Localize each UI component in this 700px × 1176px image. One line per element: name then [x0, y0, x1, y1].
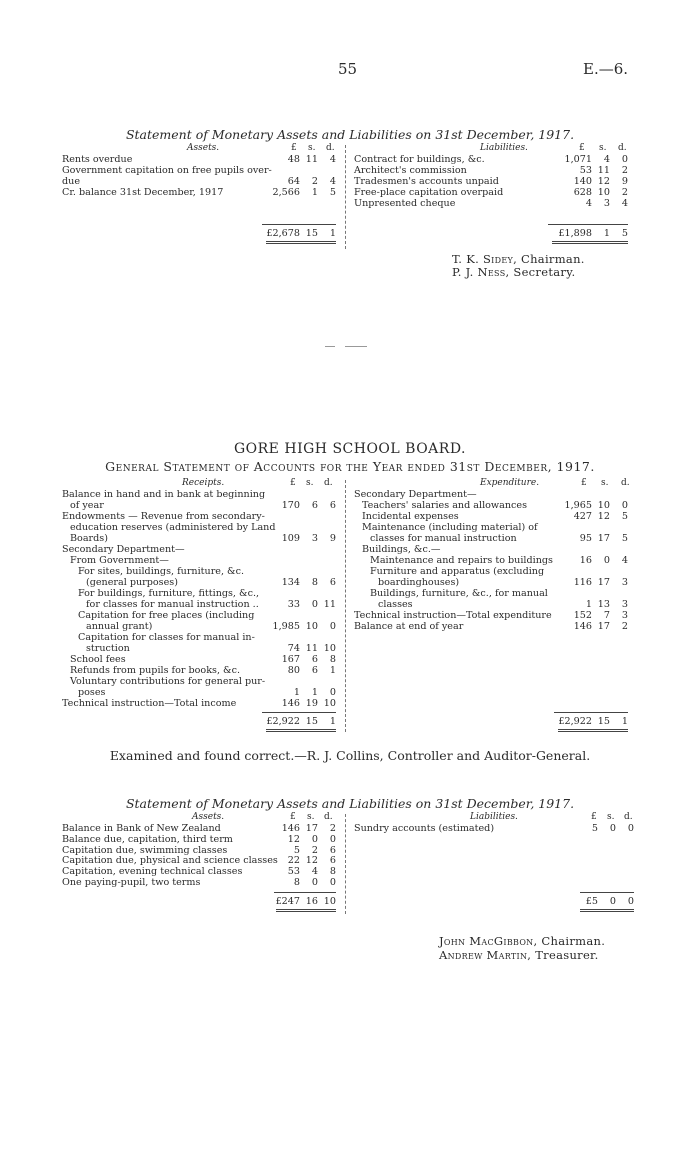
row-label: Balance due, capitation, third term [62, 833, 233, 845]
signature-chairman: John MacGibbon, Chairman. [439, 934, 606, 948]
col-pounds: £ [591, 812, 597, 822]
total-pence: 10 [323, 896, 336, 907]
amount-shillings: 0 [311, 599, 318, 610]
total-double-rule [558, 729, 628, 732]
amount-pounds: 1,965 [564, 500, 592, 511]
row-label: Buildings, &c.— [362, 544, 441, 555]
total-pounds: £247 [275, 896, 300, 907]
amount-pence: 9 [621, 176, 628, 187]
liability-row [354, 154, 628, 165]
amount-pence: 10 [323, 643, 336, 654]
receipt-row [62, 610, 336, 621]
amount-pence: 3 [621, 610, 628, 621]
row-label: For sites, buildings, furniture, &c. [78, 566, 245, 577]
asset-row [62, 187, 336, 198]
amount-shillings: 1 [311, 687, 318, 698]
amount-shillings: 4 [603, 154, 610, 165]
total-row [62, 716, 336, 727]
section1-table [62, 143, 632, 253]
amount-pence: 3 [621, 577, 628, 588]
asset-row [62, 866, 336, 877]
asset-row [62, 165, 336, 176]
amount-pence: 6 [329, 844, 336, 856]
amount-shillings: 0 [603, 555, 610, 566]
col-pounds: £ [290, 812, 296, 822]
amount-shillings: 17 [597, 621, 610, 632]
section3-title: Statement of Monetary Assets and Liabilities on 31st December, 1917. [125, 796, 575, 811]
amount-pence: 11 [323, 599, 336, 610]
row-label: Endowments — Revenue from secondary- [62, 511, 265, 522]
amount-pence: 9 [329, 533, 336, 544]
board-name: GORE HIGH SCHOOL BOARD. [233, 441, 467, 457]
amount-shillings: 12 [305, 855, 318, 867]
row-label: Boards) [70, 533, 108, 544]
amount-shillings: 13 [597, 599, 610, 610]
receipt-row [62, 544, 336, 555]
amount-shillings: 11 [305, 643, 318, 654]
amount-pounds: 64 [287, 176, 300, 187]
amount-pounds: 2,566 [272, 187, 300, 198]
column-divider [345, 814, 346, 914]
amount-pounds: 53 [287, 866, 300, 878]
amount-pounds: 140 [573, 176, 592, 187]
asset-row [62, 834, 336, 845]
expenditure-row [354, 588, 628, 599]
receipt-row [62, 577, 336, 588]
amount-pence: 6 [329, 577, 336, 588]
receipt-row [62, 588, 336, 599]
receipt-row [62, 522, 336, 533]
row-label: Tradesmen's accounts unpaid [354, 176, 499, 187]
col-pence: d. [618, 143, 627, 153]
col-pounds: £ [579, 143, 585, 153]
asset-row [62, 845, 336, 856]
amount-shillings: 17 [305, 823, 318, 834]
col-pounds: £ [290, 478, 296, 488]
amount-pounds: 22 [287, 855, 300, 867]
row-label: Maintenance (including material) of [362, 522, 538, 533]
total-pounds: £2,678 [266, 228, 300, 239]
amount-pounds: 170 [281, 500, 300, 511]
receipt-row [62, 489, 336, 500]
col-pounds: £ [581, 478, 587, 488]
total-shillings: 15 [305, 228, 318, 239]
amount-pounds: 8 [293, 877, 300, 888]
amount-pence: 8 [329, 866, 336, 878]
total-shillings: 15 [305, 716, 318, 727]
row-label: (general purposes) [86, 577, 178, 588]
total-rule [262, 224, 336, 225]
amount-shillings: 12 [597, 176, 610, 187]
assets-heading: Assets. [192, 812, 225, 822]
row-label: education reserves (administered by Land [70, 522, 276, 533]
row-label: Teachers' salaries and allowances [362, 500, 528, 511]
amount-pounds: 628 [573, 187, 592, 198]
amount-shillings: 10 [597, 500, 610, 511]
amount-pence: 4 [621, 555, 628, 566]
row-label: Architect's commission [354, 165, 467, 176]
total-pounds: £1,898 [558, 228, 592, 239]
amount-shillings: 1 [311, 187, 318, 198]
row-label: due [62, 176, 80, 187]
amount-pounds: 146 [281, 823, 300, 834]
row-label: classes [378, 599, 413, 610]
total-double-rule [266, 241, 336, 244]
amount-pence: 6 [329, 855, 336, 867]
expenditure-row [354, 555, 628, 566]
row-label: Unpresented cheque [354, 198, 456, 209]
amount-pounds: 95 [579, 533, 592, 544]
expenditure-row [354, 489, 628, 500]
total-rule [580, 892, 634, 893]
amount-pounds: 146 [281, 698, 300, 709]
row-label: Refunds from pupils for books, &c. [70, 665, 241, 676]
amount-pence: 5 [621, 511, 628, 522]
total-pounds: £2,922 [266, 716, 300, 727]
row-label: Balance in hand and in bank at beginning [62, 489, 266, 500]
amount-pounds: 74 [287, 643, 300, 654]
row-label: Secondary Department— [62, 544, 185, 555]
amount-pence: 3 [621, 599, 628, 610]
col-shillings: s. [607, 812, 615, 822]
total-pence: 1 [621, 716, 628, 727]
board-statement-title: General Statement of Accounts for the Year ended 31st December, 1917. [105, 459, 595, 474]
row-label: Furniture and apparatus (excluding [370, 566, 545, 577]
row-label: From Government— [70, 555, 169, 566]
row-label: Government capitation on free pupils over- [62, 165, 272, 176]
amount-shillings: 8 [311, 577, 318, 588]
document-reference: E.—6. [583, 60, 629, 78]
row-label: Secondary Department— [354, 489, 477, 500]
total-double-rule [552, 241, 628, 244]
audit-note: Examined and found correct.—R. J. Collins, Controller and Auditor-General. [109, 748, 591, 763]
separator [325, 346, 335, 347]
amount-shillings: 2 [311, 844, 318, 856]
amount-pounds: 1 [585, 599, 592, 610]
receipt-row [62, 643, 336, 654]
col-shillings: s. [601, 478, 609, 488]
col-shillings: s. [599, 143, 607, 153]
amount-pence: 0 [627, 823, 634, 834]
row-label: Technical instruction—Total expenditure [354, 610, 552, 621]
col-shillings: s. [306, 478, 314, 488]
receipt-row [62, 698, 336, 709]
amount-pence: 2 [621, 187, 628, 198]
expenditure-row [354, 511, 628, 522]
total-rule [262, 712, 336, 713]
expenditure-row [354, 599, 628, 610]
receipt-row [62, 500, 336, 511]
receipt-row [62, 621, 336, 632]
amount-pence: 0 [621, 154, 628, 165]
row-label: Balance in Bank of New Zealand [62, 823, 221, 834]
row-label: Voluntary contributions for general pur- [70, 676, 266, 687]
amount-pence: 4 [621, 198, 628, 209]
amount-pounds: 152 [573, 610, 592, 621]
amount-shillings: 7 [603, 610, 610, 621]
row-label: Contract for buildings, &c. [354, 154, 485, 165]
amount-shillings: 6 [311, 500, 318, 511]
row-label: Capitation for free places (including [78, 610, 255, 621]
amount-shillings: 0 [311, 877, 318, 888]
receipt-row [62, 654, 336, 665]
row-label: classes for manual instruction [370, 533, 517, 544]
liability-row [354, 176, 628, 187]
amount-pence: 8 [329, 654, 336, 665]
total-rule [548, 224, 628, 225]
total-row [62, 896, 336, 907]
total-shillings: 16 [305, 896, 318, 907]
amount-shillings: 11 [597, 165, 610, 176]
receipt-row [62, 676, 336, 687]
liabilities-heading: Liabilities. [480, 143, 528, 153]
amount-pounds: 427 [573, 511, 592, 522]
row-label: School fees [70, 654, 126, 665]
row-label: Rents overdue [62, 154, 133, 165]
amount-pence: 2 [621, 165, 628, 176]
amount-pounds: 167 [281, 654, 300, 665]
amount-pence: 10 [323, 698, 336, 709]
liability-row [354, 165, 628, 176]
amount-pounds: 116 [573, 577, 592, 588]
total-double-rule [580, 909, 634, 912]
row-label: struction [86, 643, 130, 654]
assets-heading: Assets. [187, 143, 220, 153]
amount-pounds: 16 [579, 555, 592, 566]
amount-pence: 0 [329, 621, 336, 632]
amount-shillings: 0 [311, 833, 318, 845]
total-row [62, 228, 336, 239]
receipt-row [62, 511, 336, 522]
total-row [354, 716, 628, 727]
receipts-heading: Receipts. [182, 478, 225, 488]
amount-shillings: 2 [311, 176, 318, 187]
row-label: Incidental expenses [362, 511, 459, 522]
row-label: poses [78, 687, 106, 698]
expenditure-row [354, 621, 628, 632]
row-label: Free-place capitation overpaid [354, 187, 504, 198]
total-pounds: £5 [585, 896, 598, 907]
row-label: annual grant) [86, 621, 153, 632]
expenditure-row [354, 610, 628, 621]
amount-shillings: 10 [305, 621, 318, 632]
expenditure-row [354, 522, 628, 533]
row-label: Cr. balance 31st December, 1917 [62, 187, 224, 198]
amount-pounds: 5 [591, 823, 598, 834]
amount-shillings: 0 [609, 823, 616, 834]
amount-pounds: 1 [293, 687, 300, 698]
expenditure-row [354, 566, 628, 577]
amount-shillings: 4 [311, 866, 318, 878]
receipt-row [62, 533, 336, 544]
amount-shillings: 3 [603, 198, 610, 209]
total-shillings: 1 [603, 228, 610, 239]
amount-pence: 0 [329, 833, 336, 845]
receipt-row [62, 687, 336, 698]
row-label: Capitation for classes for manual in- [78, 632, 255, 643]
col-pounds: £ [291, 143, 297, 153]
row-label: Maintenance and repairs to buildings [370, 555, 553, 566]
amount-shillings: 10 [597, 187, 610, 198]
amount-pounds: 12 [287, 833, 300, 845]
total-rule [274, 892, 336, 893]
row-label: for classes for manual instruction .. [86, 599, 259, 610]
amount-pence: 5 [329, 187, 336, 198]
expenditure-heading: Expenditure. [480, 478, 540, 488]
col-shillings: s. [307, 812, 315, 822]
amount-shillings: 11 [305, 154, 318, 165]
amount-pence: 6 [329, 500, 336, 511]
expenditure-row [354, 500, 628, 511]
amount-pounds: 1,071 [564, 154, 592, 165]
signature-chairman: T. K. Sidey, Chairman. [452, 252, 585, 266]
total-pounds: £2,922 [558, 716, 592, 727]
separator [345, 346, 367, 347]
row-label: of year [70, 500, 104, 511]
amount-pence: 4 [329, 154, 336, 165]
total-double-rule [266, 729, 336, 732]
liabilities-heading: Liabilities. [470, 812, 518, 822]
expenditure-row [354, 577, 628, 588]
total-shillings: 15 [597, 716, 610, 727]
amount-shillings: 6 [311, 654, 318, 665]
liability-row [354, 187, 628, 198]
amount-shillings: 17 [597, 577, 610, 588]
col-shillings: s. [308, 143, 316, 153]
amount-pounds: 134 [281, 577, 300, 588]
asset-row [62, 823, 336, 834]
amount-pounds: 48 [287, 154, 300, 165]
total-row [354, 228, 628, 239]
row-label: Sundry accounts (estimated) [354, 823, 495, 834]
row-label: One paying-pupil, two terms [62, 877, 201, 888]
total-double-rule [276, 909, 336, 912]
amount-pounds: 109 [281, 533, 300, 544]
signature-secretary: P. J. Ness, Secretary. [452, 265, 576, 279]
asset-row [62, 855, 336, 866]
liability-row [354, 198, 628, 209]
amount-pence: 1 [329, 665, 336, 676]
amount-pounds: 80 [287, 665, 300, 676]
section1-title: Statement of Monetary Assets and Liabilities on 31st December, 1917. [125, 127, 575, 142]
amount-pounds: 146 [573, 621, 592, 632]
amount-pence: 0 [621, 500, 628, 511]
col-pence: d. [624, 812, 633, 822]
row-label: For buildings, furniture, fittings, &c., [78, 588, 260, 599]
total-pence: 1 [329, 228, 336, 239]
amount-pounds: 4 [585, 198, 592, 209]
row-label: Buildings, furniture, &c., for manual [370, 588, 548, 599]
amount-pounds: 5 [293, 844, 300, 856]
column-divider [345, 145, 346, 249]
liability-row [354, 823, 634, 834]
row-label: Technical instruction—Total income [62, 698, 237, 709]
row-label: boardinghouses) [378, 577, 460, 588]
receipt-row [62, 599, 336, 610]
col-pence: d. [324, 478, 333, 488]
row-label: Capitation, evening technical classes [62, 866, 243, 878]
board-accounts-table [62, 478, 632, 736]
row-label: Balance at end of year [354, 621, 464, 632]
amount-pence: 0 [329, 687, 336, 698]
row-label: Capitation due, physical and science classes [62, 855, 278, 867]
col-pence: d. [326, 143, 335, 153]
section3-table [62, 812, 632, 922]
amount-shillings: 3 [311, 533, 318, 544]
amount-shillings: 12 [597, 511, 610, 522]
asset-row [62, 877, 336, 888]
page-number: 55 [338, 60, 358, 78]
col-pence: d. [621, 478, 630, 488]
receipt-row [62, 665, 336, 676]
receipt-row [62, 566, 336, 577]
expenditure-row [354, 544, 628, 555]
col-pence: d. [324, 812, 333, 822]
amount-pounds: 53 [579, 165, 592, 176]
total-pence: 1 [329, 716, 336, 727]
amount-shillings: 6 [311, 665, 318, 676]
amount-shillings: 19 [305, 698, 318, 709]
amount-pence: 5 [621, 533, 628, 544]
row-label: Capitation due, swimming classes [62, 844, 228, 856]
amount-pence: 4 [329, 176, 336, 187]
receipt-row [62, 555, 336, 566]
total-pence: 0 [627, 896, 634, 907]
amount-pounds: 1,985 [272, 621, 300, 632]
total-rule [554, 712, 628, 713]
asset-row [62, 176, 336, 187]
total-shillings: 0 [609, 896, 616, 907]
receipt-row [62, 632, 336, 643]
signature-treasurer: Andrew Martin, Treasurer. [439, 948, 599, 962]
amount-pounds: 33 [287, 599, 300, 610]
column-divider [345, 480, 346, 732]
total-pence: 5 [621, 228, 628, 239]
asset-row [62, 154, 336, 165]
amount-pence: 0 [329, 877, 336, 888]
total-row [354, 896, 634, 907]
amount-pence: 2 [621, 621, 628, 632]
expenditure-row [354, 533, 628, 544]
amount-shillings: 17 [597, 533, 610, 544]
amount-pence: 2 [329, 823, 336, 834]
